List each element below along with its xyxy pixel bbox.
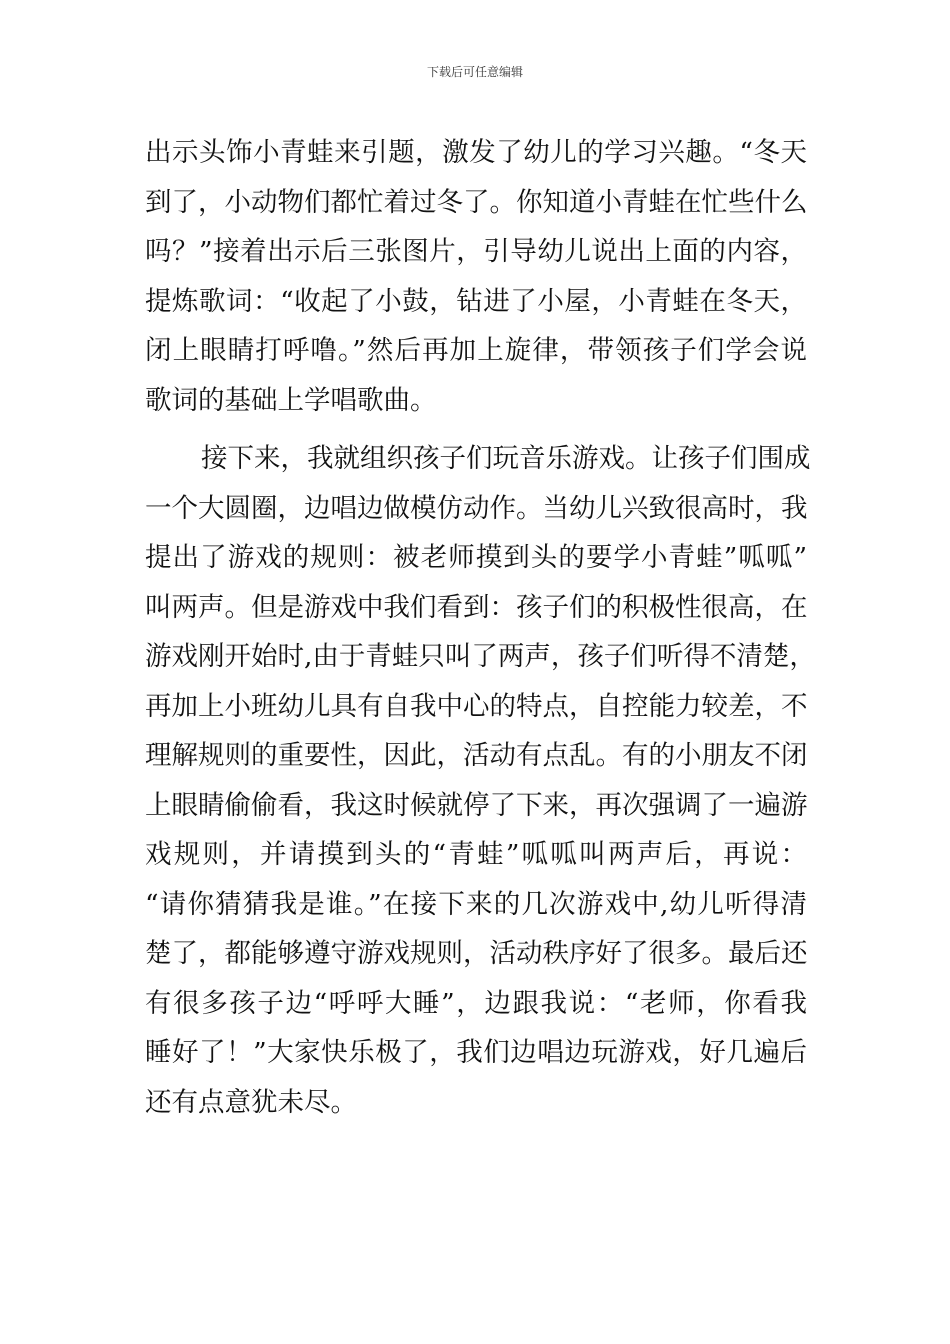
- text-line: 再加上小班幼儿具有自我中心的特点，自控能力较差，不: [145, 690, 808, 722]
- text-line: 戏规则，并请摸到头的“青蛙”呱呱叫两声后，再说：: [145, 839, 807, 870]
- text-line: 上眼睛偷偷看，我这时候就停了下来，再次强调了一遍游: [145, 789, 808, 821]
- text-line: 闭上眼睛打呼噜。”然后再加上旋律，带领孩子们学会说: [145, 335, 807, 366]
- text-line: 睡好了！”大家快乐极了，我们边唱边玩游戏，好几遍后: [145, 1037, 807, 1068]
- text-line: 叫两声。但是游戏中我们看到：孩子们的积极性很高，在: [145, 591, 808, 623]
- text-line: 歌词的基础上学唱歌曲。: [145, 384, 437, 416]
- page-header: 下载后可任意编辑: [426, 65, 523, 79]
- text-line: 楚了，都能够遵守游戏规则，活动秩序好了很多。最后还: [145, 938, 808, 969]
- text-line: “请你猜猜我是谁。”在接下来的几次游戏中,幼儿听得清: [145, 888, 807, 920]
- text-line: 理解规则的重要性，因此，活动有点乱。有的小朋友不闭: [145, 740, 808, 771]
- text-line: 出示头饰小青蛙来引题，激发了幼儿的学习兴趣。“冬天: [145, 137, 807, 168]
- paragraph-2: [145, 434, 816, 1127]
- text-line: 提出了游戏的规则：被老师摸到头的要学小青蛙”呱呱”: [145, 542, 807, 573]
- text-line: 到了，小动物们都忙着过冬了。你知道小青蛙在忙些什么: [145, 186, 808, 218]
- text-line: 游戏刚开始时,由于青蛙只叫了两声，孩子们听得不清楚，: [145, 641, 816, 672]
- document-body: [145, 128, 816, 1127]
- text-line: 一个大圆圈，边唱边做模仿动作。当幼儿兴致很高时，我: [145, 492, 808, 524]
- paragraph-gap: [145, 425, 807, 434]
- text-line: 还有点意犹未尽。: [145, 1086, 357, 1118]
- text-line: 有很多孩子边“呼呼大睡”，边跟我说：“老师，你看我: [145, 987, 807, 1019]
- text-line: 接下来，我就组织孩子们玩音乐游戏。让孩子们围成: [201, 443, 811, 474]
- paragraph-1: [145, 128, 807, 425]
- text-line: 吗？”接着出示后三张图片，引导幼儿说出上面的内容，: [145, 236, 807, 267]
- text-line: 提炼歌词：“收起了小鼓，钻进了小屋，小青蛙在冬天，: [145, 285, 807, 317]
